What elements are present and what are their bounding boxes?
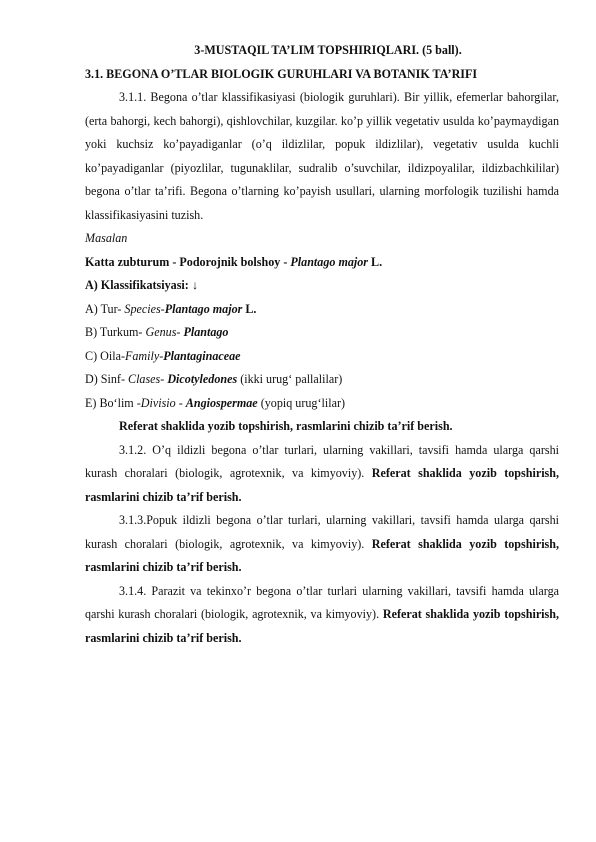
taxon-rank-label: C) Oila-	[85, 348, 125, 363]
taxon-suffix: (ikki urug‘ pallalilar)	[237, 372, 343, 386]
taxonomy-line-family	[85, 345, 559, 369]
taxon-rank-label: D) Sinf-	[85, 372, 128, 386]
paragraph-3-1-4	[85, 580, 559, 651]
section-heading: 3.1. BEGONA O’TLAR BIOLOGIK GURUHLARI VA BOTANIK TA’RIFI	[85, 66, 478, 81]
taxonomy-line-species	[85, 298, 559, 322]
taxon-rank-label: A) Tur-	[85, 301, 125, 316]
example-label: Masalan	[85, 231, 128, 245]
classification-label: A) Klassifikatsiyasi: ↓	[85, 278, 198, 292]
taxon-name: Plantago major	[164, 301, 243, 316]
taxon-suffix: L.	[242, 301, 257, 316]
taxon-latin-rank: Species-	[124, 301, 165, 316]
referat-instruction: Referat shaklida yozib topshirish, rasmlarini chizib ta’rif berish.	[119, 419, 453, 433]
taxon-name: Dicotyledones	[167, 372, 238, 386]
page-title: 3-MUSTAQIL TA’LIM TOPSHIRIQLARI. (5 ball).	[194, 43, 462, 57]
referat-instruction: Referat shaklida yozib topshirish, rasmlarini chizib ta’rif berish.	[85, 536, 560, 574]
taxon-latin-rank: Divisio -	[140, 395, 186, 410]
plant-latin-name: Plantago major	[290, 254, 369, 269]
plant-common-name: Katta zubturum - Podorojnik bolshoy -	[85, 254, 291, 269]
taxon-name: Angiospermae	[185, 395, 258, 410]
paragraph-text: 3.1.4. Parazit va tekinxo’r begona o’tlar turlari ularning vakillari, tavsifi hamda ularga qarshi kurash choralari (biologik, agrotexnik, va kimyoviy).	[85, 583, 559, 621]
referat-instruction: Referat shaklida yozib topshirish, rasmlarini chizib ta’rif berish.	[85, 466, 560, 504]
taxon-suffix: (yopiq urug‘lilar)	[257, 395, 346, 410]
referat-instruction: Referat shaklida yozib topshirish, rasmlarini chizib ta’rif berish.	[85, 607, 560, 645]
paragraph-3-1-1: 3.1.1. Begona o’tlar klassifikasiyasi (biologik guruhlari). Bir yillik, efemerlar bahorgilar, (erta bahorgi, kech bahorgi), qishlovchilar, kuzgilar. ko’p yillik vegetativ usulda ko’paymaydigan yoki kuchsiz ko’payadiganlar (o’q ildizlilar, popuk ildizlilar), vegetativ usulda kuchli ko’payadiganlar (piyozlilar, tugunaklilar, sudralib o’suvchilar, ildizpoyalilar, ildizbachkililar) begona o’tlar ta’rifi. Begona o’tlarning ko’payish usullari, ularning morfologik tuzilishi hamda klassifikasiyasini tuzish.	[85, 90, 559, 222]
taxonomy-line-class	[85, 368, 559, 392]
plant-name-line	[85, 251, 559, 275]
paragraph-text: 3.1.3.Popuk ildizli begona o’tlar turlari, ularning vakillari, tavsifi hamda ularga qarshi kurash choralari (biologik, agrotexnik, va kimyoviy).	[85, 513, 559, 551]
taxon-latin-rank: Family-	[124, 348, 164, 363]
taxon-rank-label: B) Turkum-	[85, 325, 146, 339]
taxon-latin-rank: Clases-	[128, 372, 168, 386]
taxon-name: Plantaginaceae	[163, 348, 241, 363]
taxon-name: Plantago	[183, 325, 229, 339]
taxonomy-line-genus	[85, 321, 559, 345]
paragraph-3-1-3	[85, 509, 559, 580]
paragraph-text: 3.1.2. O’q ildizli begona o’tlar turlari, ularning vakillari, tavsifi hamda ularga qarshi kurash choralari (biologik, agrotexnik, va kimyoviy).	[85, 442, 559, 480]
taxon-rank-label: E) Bo‘lim -	[85, 395, 141, 410]
taxonomy-line-division	[85, 392, 559, 416]
plant-author: L.	[368, 254, 383, 269]
paragraph-3-1-2	[85, 439, 559, 510]
taxon-latin-rank: Genus-	[145, 325, 184, 339]
document-body	[85, 39, 559, 650]
